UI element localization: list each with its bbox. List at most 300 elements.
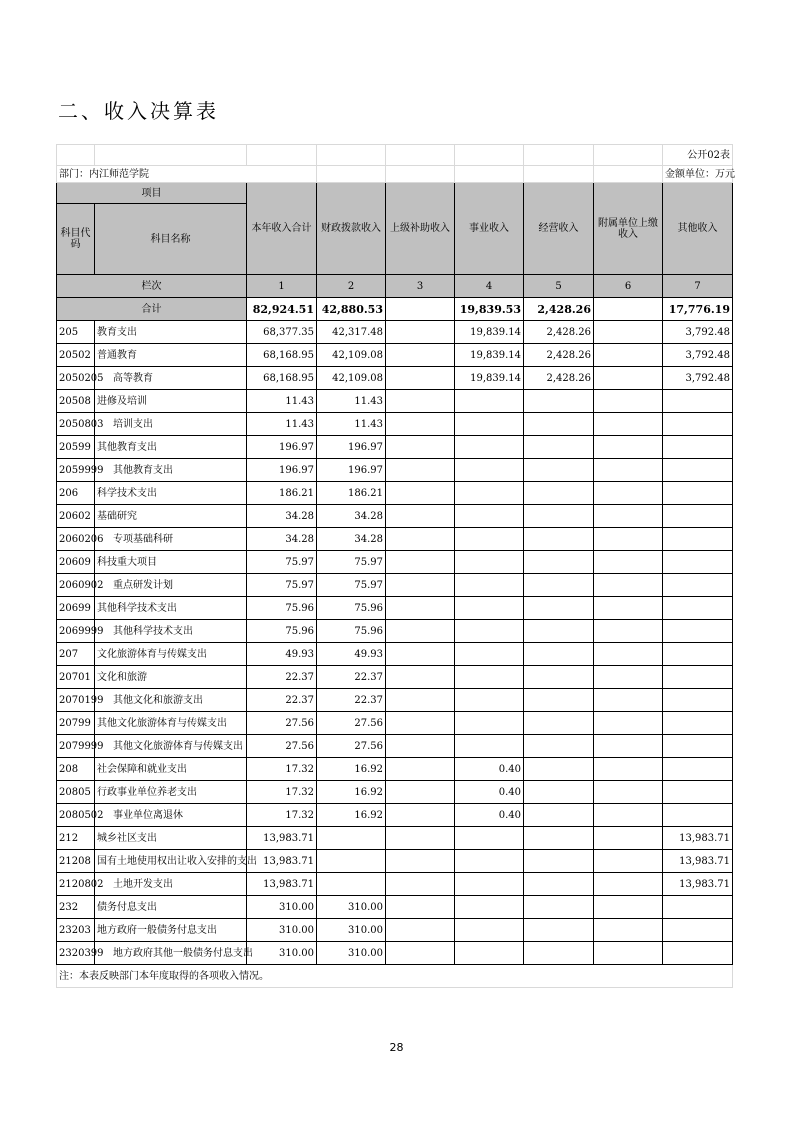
header-col-5: 经营收入 [524,183,594,275]
amount-cell: 11.43 [317,413,386,436]
subject-name: 高等教育 [95,367,247,390]
amount-cell [386,367,455,390]
amount-cell: 196.97 [247,436,317,459]
subject-code: 20599 [57,436,95,459]
amount-cell [594,735,663,758]
table-code: 公开02表 [663,145,733,166]
amount-cell: 310.00 [317,942,386,965]
subject-name: 科技重大项目 [95,551,247,574]
amount-cell [455,390,524,413]
amount-cell: 3,792.48 [663,321,733,344]
amount-cell: 75.96 [247,597,317,620]
amount-cell [594,919,663,942]
amount-cell [386,896,455,919]
amount-cell [455,574,524,597]
amount-cell [524,459,594,482]
amount-cell [386,873,455,896]
header-name: 科目名称 [95,204,247,275]
amount-cell [663,712,733,735]
table-row [57,574,733,597]
department-label: 部门：内江师范学院 [57,166,317,183]
amount-cell: 27.56 [317,712,386,735]
amount-cell [317,827,386,850]
amount-cell: 2,428.26 [524,367,594,390]
subject-name: 社会保障和就业支出 [95,758,247,781]
table-row [57,643,733,666]
amount-cell: 13,983.71 [663,873,733,896]
amount-cell [594,367,663,390]
amount-cell: 34.28 [317,528,386,551]
total-value [386,298,455,321]
amount-cell [524,850,594,873]
total-value [594,298,663,321]
amount-cell [524,804,594,827]
subject-name: 地方政府一般债务付息支出 [95,919,247,942]
header-project: 项目 [57,183,247,204]
amount-cell: 75.96 [317,620,386,643]
amount-cell [386,620,455,643]
amount-cell: 11.43 [247,413,317,436]
amount-cell: 68,377.35 [247,321,317,344]
table-row [57,873,733,896]
subject-name: 教育支出 [95,321,247,344]
amount-cell: 75.97 [317,551,386,574]
subject-name: 其他科学技术支出 [95,597,247,620]
subject-name: 国有土地使用权出让收入安排的支出 [95,850,247,873]
subject-code: 2060206 [57,528,95,551]
header-code: 科目代码 [57,204,95,275]
subject-code: 2320399 [57,942,95,965]
subject-name: 专项基础科研 [95,528,247,551]
amount-cell: 19,839.14 [455,367,524,390]
amount-cell: 16.92 [317,804,386,827]
table-row [57,390,733,413]
subject-code: 20799 [57,712,95,735]
amount-cell: 75.97 [317,574,386,597]
subject-code: 20609 [57,551,95,574]
amount-cell: 13,983.71 [247,850,317,873]
amount-cell: 2,428.26 [524,344,594,367]
amount-cell [386,597,455,620]
amount-cell [663,505,733,528]
amount-cell: 196.97 [247,459,317,482]
amount-cell [386,413,455,436]
amount-cell: 310.00 [317,896,386,919]
subject-code: 2060902 [57,574,95,597]
amount-cell [594,827,663,850]
amount-cell [317,850,386,873]
amount-cell: 13,983.71 [663,850,733,873]
amount-cell [524,896,594,919]
amount-cell [594,873,663,896]
total-value: 19,839.53 [455,298,524,321]
amount-cell: 0.40 [455,804,524,827]
amount-cell [455,712,524,735]
subject-name: 科学技术支出 [95,482,247,505]
amount-cell [524,666,594,689]
table-row [57,919,733,942]
header-col-6: 附属单位上缴收入 [594,183,663,275]
amount-cell [386,574,455,597]
col-num-2: 2 [317,275,386,298]
amount-cell: 22.37 [317,689,386,712]
table-row [57,528,733,551]
amount-cell: 310.00 [247,896,317,919]
amount-cell [386,344,455,367]
amount-cell: 310.00 [317,919,386,942]
amount-cell [455,735,524,758]
amount-cell [524,735,594,758]
amount-cell [386,551,455,574]
amount-cell: 13,983.71 [247,873,317,896]
amount-cell [386,942,455,965]
page-title: 二、收入决算表 [58,99,219,123]
amount-cell: 196.97 [317,459,386,482]
amount-cell [594,942,663,965]
amount-cell: 49.93 [247,643,317,666]
amount-cell: 17.32 [247,781,317,804]
amount-cell: 42,109.08 [317,344,386,367]
amount-cell [455,689,524,712]
subject-code: 2070199 [57,689,95,712]
row-label: 栏次 [57,275,247,298]
amount-cell [663,804,733,827]
amount-cell [386,390,455,413]
amount-cell [524,643,594,666]
amount-cell: 3,792.48 [663,367,733,390]
amount-cell [663,459,733,482]
amount-cell [663,896,733,919]
subject-name: 文化和旅游 [95,666,247,689]
subject-name: 其他教育支出 [95,459,247,482]
subject-code: 21208 [57,850,95,873]
subject-code: 20508 [57,390,95,413]
amount-cell [663,735,733,758]
amount-cell [524,528,594,551]
subject-code: 2050803 [57,413,95,436]
col-number-row [57,275,733,298]
amount-cell [524,413,594,436]
amount-cell [455,482,524,505]
amount-cell [594,459,663,482]
amount-cell [455,643,524,666]
amount-cell [594,505,663,528]
subject-code: 20602 [57,505,95,528]
amount-cell [594,413,663,436]
amount-cell: 11.43 [317,390,386,413]
subject-code: 2080502 [57,804,95,827]
amount-cell [594,758,663,781]
amount-cell [524,505,594,528]
amount-cell [455,919,524,942]
header-col-7: 其他收入 [663,183,733,275]
amount-cell [524,942,594,965]
amount-cell [524,620,594,643]
amount-cell: 75.97 [247,551,317,574]
subject-name: 事业单位离退休 [95,804,247,827]
amount-cell [386,482,455,505]
header-row-1 [57,183,733,204]
amount-cell: 34.28 [317,505,386,528]
amount-cell [455,436,524,459]
total-label: 合计 [57,298,247,321]
subject-name: 培训支出 [95,413,247,436]
amount-cell [663,551,733,574]
amount-cell: 75.96 [247,620,317,643]
amount-cell [663,942,733,965]
amount-cell: 13,983.71 [247,827,317,850]
table-row [57,896,733,919]
subject-code: 208 [57,758,95,781]
amount-cell [455,505,524,528]
amount-cell [524,712,594,735]
col-num-4: 4 [455,275,524,298]
amount-cell [386,735,455,758]
table-row [57,620,733,643]
amount-cell [663,666,733,689]
unit-label: 金额单位：万元 [663,166,733,183]
amount-cell: 0.40 [455,781,524,804]
amount-cell [524,758,594,781]
total-value: 2,428.26 [524,298,594,321]
amount-cell [594,390,663,413]
amount-cell: 16.92 [317,781,386,804]
subject-code: 2050205 [57,367,95,390]
amount-cell [524,781,594,804]
header-col-1: 本年收入合计 [247,183,317,275]
table-row [57,321,733,344]
amount-cell [455,459,524,482]
table-row [57,666,733,689]
amount-cell: 11.43 [247,390,317,413]
amount-cell: 310.00 [247,942,317,965]
table-row [57,735,733,758]
amount-cell [386,850,455,873]
subject-name: 其他教育支出 [95,436,247,459]
amount-cell: 22.37 [317,666,386,689]
amount-cell: 22.37 [247,689,317,712]
amount-cell [386,712,455,735]
table-row [57,505,733,528]
amount-cell: 34.28 [247,505,317,528]
amount-cell: 3,792.48 [663,344,733,367]
col-num-7: 7 [663,275,733,298]
amount-cell: 13,983.71 [663,827,733,850]
amount-cell: 68,168.95 [247,367,317,390]
amount-cell [455,528,524,551]
amount-cell [317,873,386,896]
total-value: 82,924.51 [247,298,317,321]
income-table [56,144,733,988]
table-row [57,367,733,390]
amount-cell [524,436,594,459]
subject-name: 债务付息支出 [95,896,247,919]
amount-cell: 22.37 [247,666,317,689]
amount-cell: 19,839.14 [455,321,524,344]
amount-cell [386,321,455,344]
amount-cell: 27.56 [247,735,317,758]
amount-cell [455,850,524,873]
subject-name: 文化旅游体育与传媒支出 [95,643,247,666]
amount-cell: 49.93 [317,643,386,666]
amount-cell [594,712,663,735]
header-col-2: 财政拨款收入 [317,183,386,275]
subject-name: 地方政府其他一般债务付息支出 [95,942,247,965]
table-row [57,781,733,804]
table-row [57,712,733,735]
amount-cell [663,620,733,643]
table-row [57,804,733,827]
page-number: 28 [389,1041,404,1054]
table-row [57,482,733,505]
amount-cell [455,666,524,689]
table-row [57,459,733,482]
header-col-4: 事业收入 [455,183,524,275]
amount-cell: 68,168.95 [247,344,317,367]
amount-cell [455,413,524,436]
subject-code: 2069999 [57,620,95,643]
table-row [57,436,733,459]
subject-name: 其他文化和旅游支出 [95,689,247,712]
subject-code: 2059999 [57,459,95,482]
total-value: 42,880.53 [317,298,386,321]
amount-cell [386,804,455,827]
amount-cell [663,482,733,505]
amount-cell [663,597,733,620]
subject-name: 其他文化旅游体育与传媒支出 [95,735,247,758]
subject-name: 其他科学技术支出 [95,620,247,643]
subject-code: 2120802 [57,873,95,896]
subject-name: 普通教育 [95,344,247,367]
amount-cell [594,551,663,574]
amount-cell [594,528,663,551]
table-note: 注：本表反映部门本年度取得的各项收入情况。 [57,965,733,988]
subject-name: 进修及培训 [95,390,247,413]
amount-cell: 17.32 [247,758,317,781]
amount-cell [594,574,663,597]
table-code-row [57,145,733,166]
subject-code: 232 [57,896,95,919]
amount-cell [386,643,455,666]
amount-cell [663,919,733,942]
subject-name: 基础研究 [95,505,247,528]
amount-cell [386,827,455,850]
amount-cell: 42,109.08 [317,367,386,390]
amount-cell [594,597,663,620]
table-row [57,551,733,574]
amount-cell [524,827,594,850]
amount-cell [663,781,733,804]
subject-name: 其他文化旅游体育与传媒支出 [95,712,247,735]
amount-cell [524,551,594,574]
amount-cell [455,620,524,643]
amount-cell: 19,839.14 [455,344,524,367]
col-num-5: 5 [524,275,594,298]
amount-cell [594,321,663,344]
total-row [57,298,733,321]
amount-cell [594,666,663,689]
amount-cell [524,919,594,942]
amount-cell [524,390,594,413]
amount-cell [524,597,594,620]
table-row [57,827,733,850]
amount-cell: 16.92 [317,758,386,781]
amount-cell [594,896,663,919]
income-table-sheet [56,144,735,988]
table-row [57,758,733,781]
amount-cell [524,689,594,712]
amount-cell [455,873,524,896]
amount-cell [455,597,524,620]
table-row [57,942,733,965]
amount-cell: 310.00 [247,919,317,942]
amount-cell [386,459,455,482]
table-row [57,413,733,436]
amount-cell: 34.28 [247,528,317,551]
amount-cell [594,850,663,873]
amount-cell [663,643,733,666]
header-col-3: 上级补助收入 [386,183,455,275]
subject-name: 行政事业单位养老支出 [95,781,247,804]
amount-cell [594,781,663,804]
subject-code: 212 [57,827,95,850]
amount-cell [455,827,524,850]
amount-cell [663,390,733,413]
amount-cell: 17.32 [247,804,317,827]
table-row [57,344,733,367]
amount-cell [524,574,594,597]
subject-name: 城乡社区支出 [95,827,247,850]
subject-code: 20502 [57,344,95,367]
amount-cell: 42,317.48 [317,321,386,344]
amount-cell [663,758,733,781]
amount-cell: 196.97 [317,436,386,459]
amount-cell: 2,428.26 [524,321,594,344]
amount-cell: 186.21 [247,482,317,505]
amount-cell [524,873,594,896]
amount-cell [594,482,663,505]
amount-cell [594,804,663,827]
subject-code: 205 [57,321,95,344]
amount-cell: 0.40 [455,758,524,781]
amount-cell [386,919,455,942]
amount-cell [386,689,455,712]
amount-cell [594,436,663,459]
amount-cell [386,436,455,459]
col-num-3: 3 [386,275,455,298]
note-row [57,965,733,988]
amount-cell [663,689,733,712]
amount-cell [386,505,455,528]
amount-cell [455,896,524,919]
subject-code: 20699 [57,597,95,620]
amount-cell [386,528,455,551]
subject-code: 207 [57,643,95,666]
amount-cell [455,551,524,574]
amount-cell [455,942,524,965]
amount-cell [594,620,663,643]
subject-code: 20805 [57,781,95,804]
amount-cell: 186.21 [317,482,386,505]
amount-cell [594,643,663,666]
col-num-1: 1 [247,275,317,298]
subject-code: 206 [57,482,95,505]
total-value: 17,776.19 [663,298,733,321]
table-row [57,850,733,873]
amount-cell: 27.56 [247,712,317,735]
amount-cell [386,666,455,689]
table-row [57,597,733,620]
